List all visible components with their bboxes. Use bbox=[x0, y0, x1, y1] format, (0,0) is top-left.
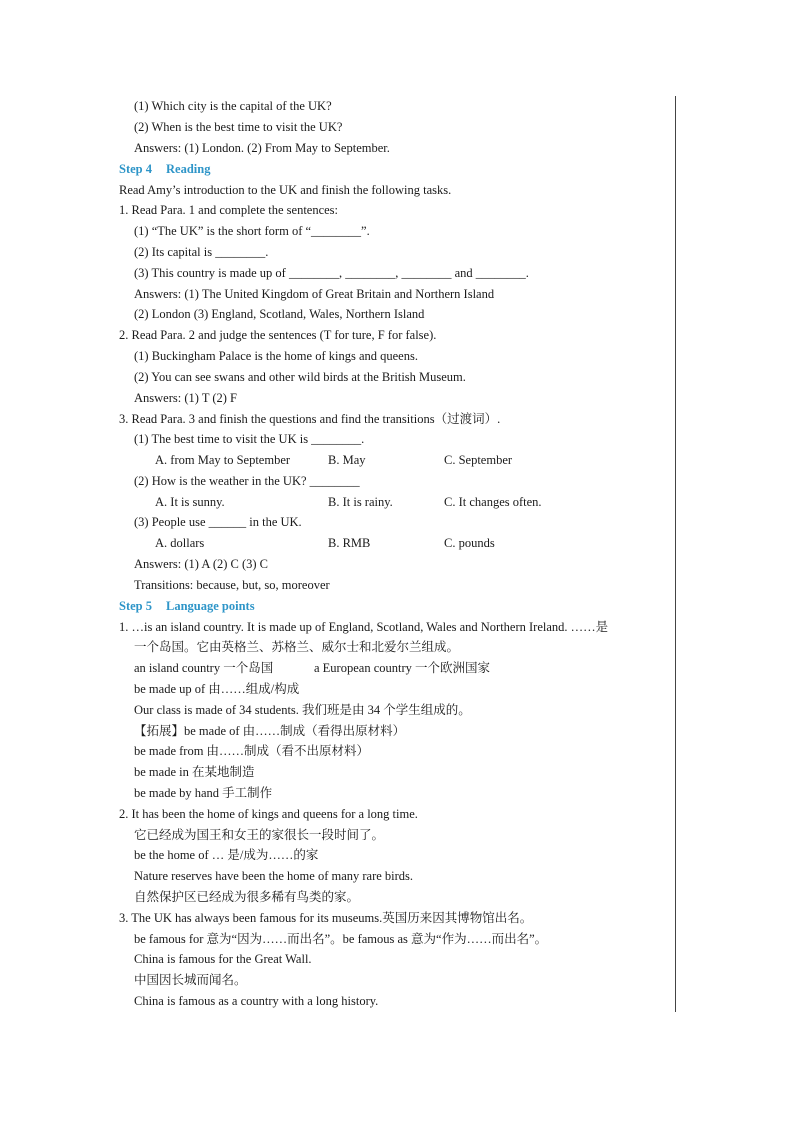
phrase-line: be made up of 由……组成/构成 bbox=[134, 682, 300, 696]
question-line: (1) The best time to visit the UK is ________. bbox=[134, 432, 365, 446]
answer-line: Answers: (1) The United Kingdom of Great Britain and Northern Island bbox=[134, 287, 495, 301]
task-heading: 1. Read Para. 1 and complete the sentences: bbox=[119, 203, 339, 217]
option-b: B. It is rainy. bbox=[328, 495, 393, 509]
example-line: Nature reserves have been the home of many rare birds. bbox=[134, 869, 414, 883]
option-a: A. It is sunny. bbox=[155, 495, 225, 509]
answer-line: Answers: (1) London. (2) From May to September. bbox=[134, 141, 390, 155]
phrase-line: an island country 一个岛国 bbox=[134, 661, 274, 675]
transitions-line: Transitions: because, but, so, moreover bbox=[134, 578, 330, 592]
answer-line: (2) London (3) England, Scotland, Wales, Northern Island bbox=[134, 307, 425, 321]
step-title: Reading bbox=[166, 162, 211, 176]
step-title: Language points bbox=[166, 599, 255, 613]
question-line: (2) Its capital is ________. bbox=[134, 245, 269, 259]
phrase-line: be made by hand 手工制作 bbox=[134, 786, 273, 800]
phrase-line: be famous for 意为“因为……而出名”。be famous as 意为“作为……而出名”。 bbox=[134, 932, 548, 946]
question-line: (2) You can see swans and other wild birds at the British Museum. bbox=[134, 370, 466, 384]
language-point: 1. …is an island country. It is made up of England, Scotland, Wales and Northern Ireland. ……是 bbox=[119, 620, 609, 634]
example-line: China is famous for the Great Wall. bbox=[134, 952, 312, 966]
question-line: (3) This country is made up of ________, ________, ________ and ________. bbox=[134, 266, 529, 280]
table-border-right bbox=[675, 96, 676, 1012]
step-number: Step 5 bbox=[119, 599, 152, 613]
question-line: (2) How is the weather in the UK? ________ bbox=[134, 474, 360, 488]
translation-line: 一个岛国。它由英格兰、苏格兰、威尔士和北爱尔兰组成。 bbox=[134, 640, 460, 654]
step-heading bbox=[119, 598, 255, 614]
phrase-line: be made from 由……制成（看不出原材料） bbox=[134, 744, 370, 758]
translation-line: 它已经成为国王和女王的家很长一段时间了。 bbox=[134, 828, 385, 842]
option-b: B. RMB bbox=[328, 536, 371, 550]
answer-line: Answers: (1) T (2) F bbox=[134, 391, 238, 405]
option-a: A. dollars bbox=[155, 536, 205, 550]
question-line: (1) Buckingham Palace is the home of kings and queens. bbox=[134, 349, 418, 363]
option-a: A. from May to September bbox=[155, 453, 291, 467]
translation-line: 中国因长城而闻名。 bbox=[134, 973, 247, 987]
example-line: Our class is made of 34 students. 我们班是由 34 个学生组成的。 bbox=[134, 703, 471, 717]
phrase-line: be made in 在某地制造 bbox=[134, 765, 255, 779]
extension-line: 【拓展】be made of 由……制成（看得出原材料） bbox=[134, 724, 406, 738]
step-heading bbox=[119, 161, 210, 177]
task-heading: 3. Read Para. 3 and finish the questions and find the transitions（过渡词）. bbox=[119, 412, 501, 426]
answer-line: Answers: (1) A (2) C (3) C bbox=[134, 557, 269, 571]
phrase-line: a European country 一个欧洲国家 bbox=[314, 661, 491, 675]
option-c: C. It changes often. bbox=[444, 495, 542, 509]
example-line: China is famous as a country with a long history. bbox=[134, 994, 379, 1008]
option-c: C. pounds bbox=[444, 536, 495, 550]
question-line: (1) Which city is the capital of the UK? bbox=[134, 99, 332, 113]
question-line: (1) “The UK” is the short form of “________”. bbox=[134, 224, 370, 238]
instruction-line: Read Amy’s introduction to the UK and finish the following tasks. bbox=[119, 183, 452, 197]
option-c: C. September bbox=[444, 453, 513, 467]
phrase-line: be the home of … 是/成为……的家 bbox=[134, 848, 319, 862]
language-point: 3. The UK has always been famous for its museums.英国历来因其博物馆出名。 bbox=[119, 911, 533, 925]
language-point: 2. It has been the home of kings and queens for a long time. bbox=[119, 807, 418, 821]
question-line: (3) People use ______ in the UK. bbox=[134, 515, 302, 529]
question-line: (2) When is the best time to visit the UK? bbox=[134, 120, 343, 134]
step-number: Step 4 bbox=[119, 162, 152, 176]
option-b: B. May bbox=[328, 453, 366, 467]
task-heading: 2. Read Para. 2 and judge the sentences (T for ture, F for false). bbox=[119, 328, 437, 342]
translation-line: 自然保护区已经成为很多稀有鸟类的家。 bbox=[134, 890, 360, 904]
